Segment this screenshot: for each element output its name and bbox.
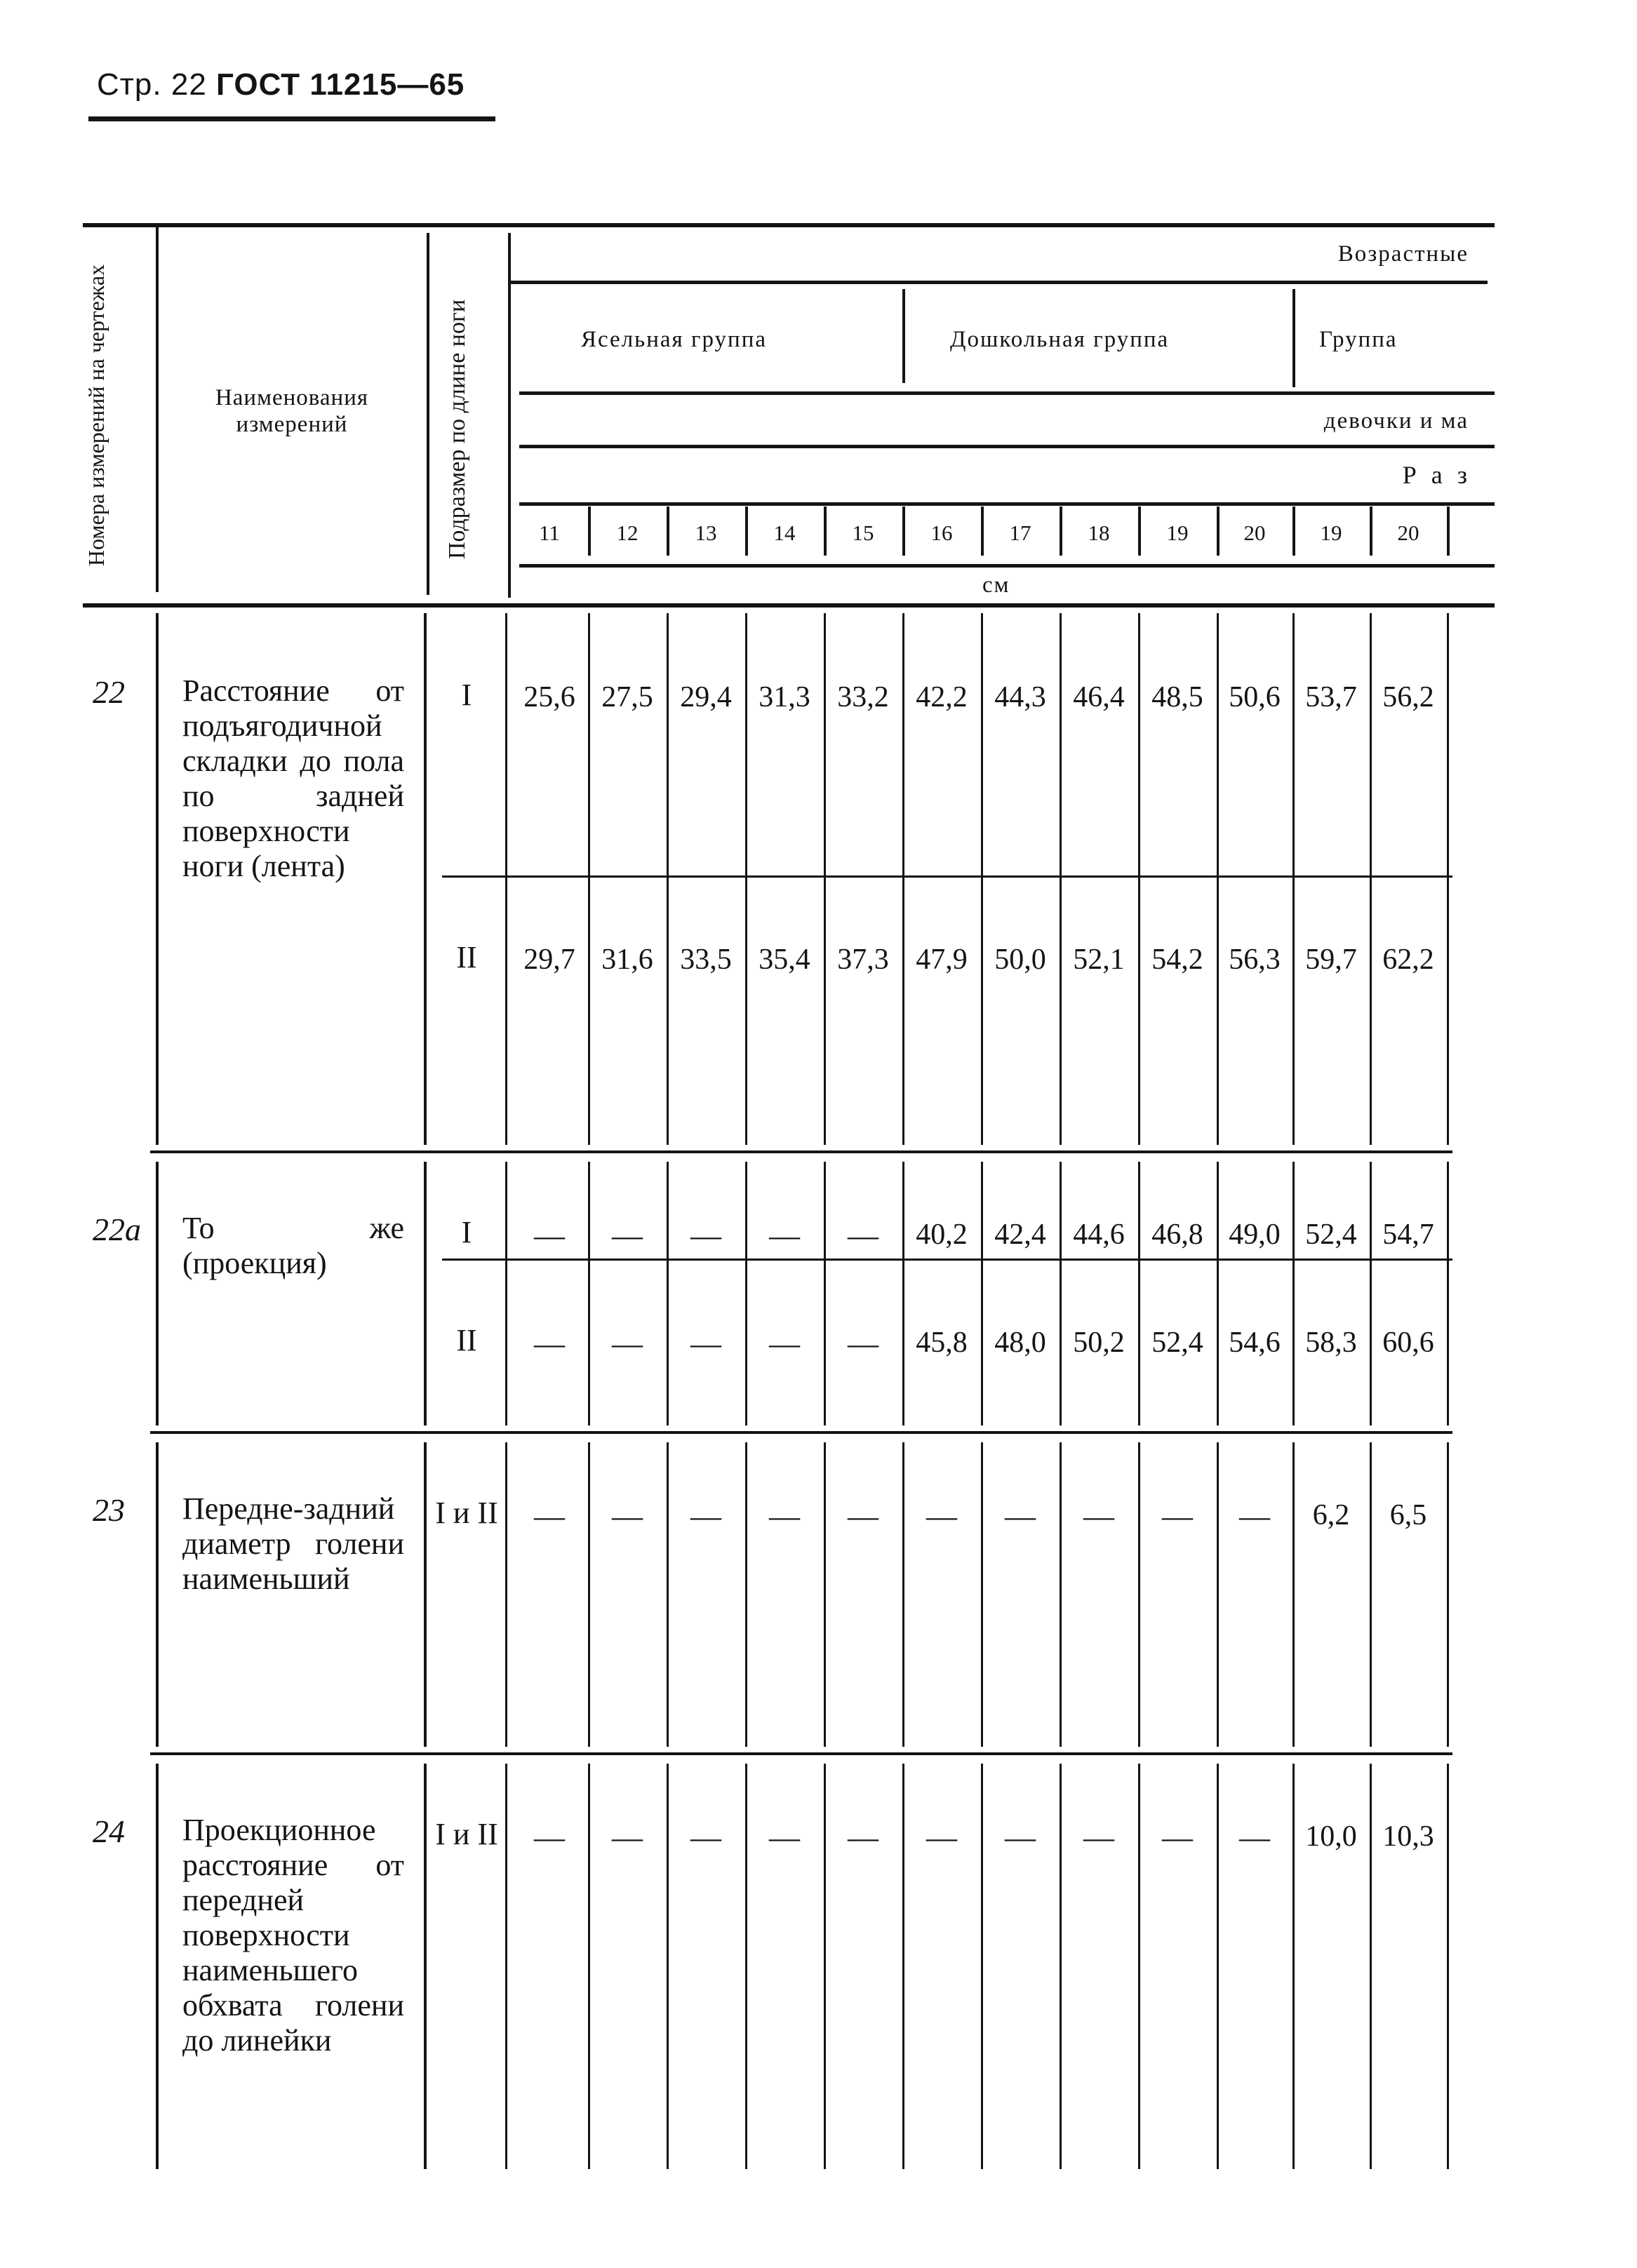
value-col-rule xyxy=(667,1442,669,1747)
value-cell: 33,2 xyxy=(837,681,889,713)
value-col-rule xyxy=(1447,1442,1449,1747)
value-cell: 45,8 xyxy=(916,1327,968,1359)
value-cell: 44,6 xyxy=(1073,1219,1125,1251)
value-cell: 48,5 xyxy=(1151,681,1203,713)
measurement-name: Передне-задний диаметр голени наименьший xyxy=(182,1491,404,1596)
value-cell: — xyxy=(926,1820,957,1855)
value-cell: 54,7 xyxy=(1382,1219,1434,1251)
value-col-rule xyxy=(588,1442,590,1747)
value-cell: 52,1 xyxy=(1073,944,1125,976)
value-cell: 29,4 xyxy=(680,681,732,713)
name-col-rule xyxy=(156,1162,159,1425)
value-col-rule xyxy=(1060,1442,1062,1747)
table-top-rule xyxy=(83,223,1495,227)
value-col-rule xyxy=(824,1442,826,1747)
size-value: 17 xyxy=(1009,521,1031,545)
header-vline-1 xyxy=(156,226,159,592)
value-cell: 42,2 xyxy=(916,681,968,713)
size-value: 20 xyxy=(1243,521,1266,545)
col-header-name: Наименования измерений xyxy=(215,385,369,437)
subsize-col-rule xyxy=(424,1162,427,1425)
value-cell: — xyxy=(1083,1820,1114,1855)
value-col-rule xyxy=(505,1442,507,1747)
value-col-rule xyxy=(667,1162,669,1425)
value-col-rule xyxy=(1370,1162,1372,1425)
gender-rule xyxy=(519,445,1495,448)
value-col-rule xyxy=(902,1442,904,1747)
value-cell: — xyxy=(769,1499,800,1534)
value-cell: 27,5 xyxy=(601,681,653,713)
row-number: 24 xyxy=(93,1813,125,1849)
document-id: ГОСТ 11215—65 xyxy=(216,67,465,102)
measurement-name: Проекционное расстояние от передней поверхности наименьшего обхвата голени до линейки xyxy=(182,1813,404,2058)
value-cell: — xyxy=(769,1820,800,1855)
value-cell: 6,5 xyxy=(1389,1499,1427,1531)
value-cell: — xyxy=(534,1820,565,1855)
size-separator xyxy=(1060,506,1062,556)
value-col-rule xyxy=(1217,1162,1219,1425)
value-col-rule xyxy=(1217,1442,1219,1747)
value-cell: 29,7 xyxy=(523,944,575,976)
value-col-rule xyxy=(1447,1162,1449,1425)
value-col-rule xyxy=(981,1442,983,1747)
value-cell: — xyxy=(612,1219,643,1253)
size-separator xyxy=(588,506,591,556)
header-vline-2 xyxy=(427,233,429,595)
subsize-label: I и II xyxy=(435,1496,498,1530)
value-col-rule xyxy=(824,1162,826,1425)
value-cell: — xyxy=(848,1219,878,1253)
group-preschool: Дошкольная группа xyxy=(950,327,1170,352)
value-col-rule xyxy=(1370,1442,1372,1747)
value-cell: 46,4 xyxy=(1073,681,1125,713)
subsize-col-rule xyxy=(424,613,427,1145)
value-cell: 50,2 xyxy=(1073,1327,1125,1359)
subsize-label: II xyxy=(456,1323,477,1357)
size-separator xyxy=(1292,506,1295,556)
subsize-label: I и II xyxy=(435,1817,498,1851)
size-label: Р а з xyxy=(1402,461,1471,489)
group-rule xyxy=(519,391,1495,395)
size-rule xyxy=(519,502,1495,506)
value-cell: — xyxy=(769,1327,800,1361)
size-separator xyxy=(824,506,827,556)
group-sep-1 xyxy=(902,289,905,383)
size-value: 16 xyxy=(930,521,953,545)
value-col-rule xyxy=(902,1162,904,1425)
value-cell: — xyxy=(534,1327,565,1361)
measurement-name: Расстояние от подъягодичной складки до пола по задней поверхности ноги (лента) xyxy=(182,673,404,883)
value-cell: 47,9 xyxy=(916,944,968,976)
value-cell: 50,6 xyxy=(1229,681,1281,713)
size-separator xyxy=(1370,506,1372,556)
group-sep-2 xyxy=(1292,289,1295,387)
col-header-number: Номера измерений на чертежах xyxy=(83,264,109,567)
value-cell: — xyxy=(690,1820,721,1855)
value-cell: — xyxy=(848,1820,878,1855)
header-vline-3 xyxy=(508,233,511,598)
size-value: 13 xyxy=(695,521,717,545)
subrow-separator xyxy=(442,1259,1452,1261)
size-separator xyxy=(667,506,669,556)
size-value: 18 xyxy=(1088,521,1110,545)
row-separator xyxy=(150,1150,1452,1153)
size-separator xyxy=(1138,506,1141,556)
measurement-name: То же (проекция) xyxy=(182,1211,404,1280)
value-cell: 42,4 xyxy=(994,1219,1046,1251)
row-separator xyxy=(150,1752,1452,1755)
header-bottom-rule xyxy=(83,603,1495,608)
value-cell: 59,7 xyxy=(1305,944,1357,976)
value-cell: — xyxy=(1162,1820,1193,1855)
value-cell: — xyxy=(926,1499,957,1534)
value-col-rule xyxy=(745,1162,747,1425)
subsize-col-rule xyxy=(424,1442,427,1747)
value-cell: — xyxy=(1083,1499,1114,1534)
size-value: 12 xyxy=(616,521,639,545)
value-cell: 52,4 xyxy=(1151,1327,1203,1359)
value-cell: — xyxy=(848,1327,878,1361)
value-cell: — xyxy=(612,1499,643,1534)
value-cell: 50,0 xyxy=(994,944,1046,976)
value-cell: — xyxy=(769,1219,800,1253)
subsize-label: I xyxy=(461,678,472,712)
size-separator xyxy=(981,506,984,556)
value-cell: 56,3 xyxy=(1229,944,1281,976)
value-col-rule xyxy=(588,1162,590,1425)
value-cell: — xyxy=(1239,1820,1270,1855)
value-cell: 37,3 xyxy=(837,944,889,976)
value-cell: — xyxy=(848,1499,878,1534)
row-number: 22а xyxy=(93,1212,141,1247)
value-cell: — xyxy=(534,1499,565,1534)
age-rule xyxy=(511,281,1488,284)
value-col-rule xyxy=(505,1764,507,2169)
name-col-rule xyxy=(156,1764,159,2169)
value-cell: 6,2 xyxy=(1312,1499,1350,1531)
col-header-subsize: Подразмер по длине ноги xyxy=(444,299,470,560)
value-cell: 31,3 xyxy=(759,681,810,713)
value-cell: 40,2 xyxy=(916,1219,968,1251)
page-label: Стр. 22 xyxy=(97,67,207,102)
subrow-separator xyxy=(442,875,1452,878)
value-cell: 10,3 xyxy=(1382,1820,1434,1853)
value-cell: 48,0 xyxy=(994,1327,1046,1359)
size-separator xyxy=(1447,506,1450,556)
value-col-rule xyxy=(1292,1162,1295,1425)
size-value: 19 xyxy=(1166,521,1189,545)
value-col-rule xyxy=(1138,1162,1140,1425)
value-cell: — xyxy=(1239,1499,1270,1534)
value-cell: — xyxy=(1005,1820,1036,1855)
gender-label: девочки и ма xyxy=(1323,408,1469,434)
value-col-rule xyxy=(981,1162,983,1425)
name-col-rule xyxy=(156,613,159,1145)
value-cell: — xyxy=(612,1327,643,1361)
value-cell: 44,3 xyxy=(994,681,1046,713)
value-cell: 53,7 xyxy=(1305,681,1357,713)
col-header-age: Возрастные xyxy=(1337,241,1469,267)
value-cell: 46,8 xyxy=(1151,1219,1203,1251)
value-cell: 58,3 xyxy=(1305,1327,1357,1359)
value-cell: 60,6 xyxy=(1382,1327,1434,1359)
value-cell: — xyxy=(612,1820,643,1855)
subsize-label: I xyxy=(461,1215,472,1249)
value-cell: 54,2 xyxy=(1151,944,1203,976)
group-nursery: Ясельная группа xyxy=(581,327,768,352)
value-col-rule xyxy=(505,613,507,1145)
group-school: Группа xyxy=(1319,327,1398,352)
value-cell: 35,4 xyxy=(759,944,810,976)
value-cell: — xyxy=(690,1327,721,1361)
subsize-col-rule xyxy=(424,1764,427,2169)
unit-label: см xyxy=(982,572,1010,598)
value-cell: — xyxy=(690,1499,721,1534)
value-cell: 33,5 xyxy=(680,944,732,976)
value-col-rule xyxy=(745,1442,747,1747)
size-separator xyxy=(902,506,905,556)
value-col-rule xyxy=(1138,1442,1140,1747)
value-cell: 52,4 xyxy=(1305,1219,1357,1251)
size-value: 14 xyxy=(773,521,796,545)
value-col-rule xyxy=(1292,1442,1295,1747)
value-cell: — xyxy=(1162,1499,1193,1534)
row-separator xyxy=(150,1431,1452,1434)
row-number: 23 xyxy=(93,1492,125,1528)
value-cell: 10,0 xyxy=(1305,1820,1357,1853)
size-value: 15 xyxy=(852,521,874,545)
value-cell: 25,6 xyxy=(523,681,575,713)
size-separator xyxy=(745,506,748,556)
size-value: 19 xyxy=(1320,521,1342,545)
value-cell: 49,0 xyxy=(1229,1219,1281,1251)
value-cell: 54,6 xyxy=(1229,1327,1281,1359)
value-cell: — xyxy=(534,1219,565,1253)
size-value: 20 xyxy=(1397,521,1419,545)
value-cell: 56,2 xyxy=(1382,681,1434,713)
subsize-label: II xyxy=(456,940,477,974)
value-col-rule xyxy=(505,1162,507,1425)
value-cell: 31,6 xyxy=(601,944,653,976)
size-value: 11 xyxy=(539,521,560,545)
value-col-rule xyxy=(1060,1162,1062,1425)
name-col-rule xyxy=(156,1442,159,1747)
value-cell: 62,2 xyxy=(1382,944,1434,976)
row-number: 22 xyxy=(93,674,125,710)
value-cell: — xyxy=(1005,1499,1036,1534)
value-cell: — xyxy=(690,1219,721,1253)
unit-rule xyxy=(519,564,1495,568)
